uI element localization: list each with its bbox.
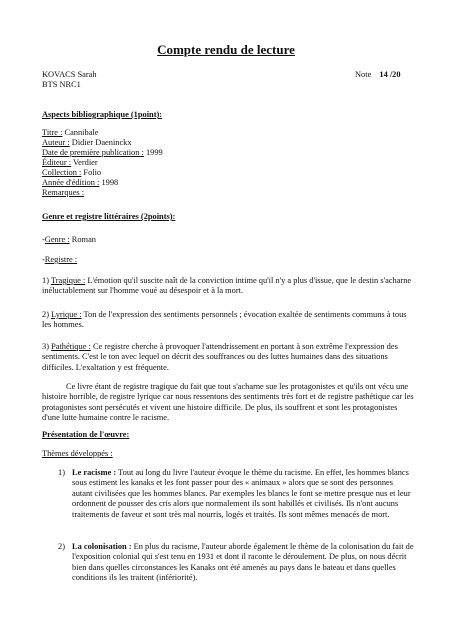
theme-item-colonisation: 2) La colonisation : En plus du racisme, l'auteur aborde également le thème de la colonisation du fait de l'exposition colonial qui s'est tenu en 1931 et dont il raconte le déroulement. De plus, on nous décrit bien dans quelles circonstances les Kanaks ont été amenés au pays dans le bateau et dans quelles conditions ils les traitent (infériorité). <box>58 542 414 583</box>
biblio-field-editor: Éditeur : Verdier <box>42 158 98 167</box>
student-class: BTS NRC1 <box>42 80 81 89</box>
themes-label: Thèmes développés : <box>42 449 113 458</box>
genre-heading: Genre et registre littéraires (2points): <box>42 212 176 221</box>
biblio-field-author: Auteur : Didier Daeninckx <box>42 138 132 147</box>
presentation-heading: Présentation de l'œuvre: <box>42 430 130 439</box>
biblio-field-date: Date de première publication : 1999 <box>42 148 163 157</box>
biblio-field-collection: Collection : Folio <box>42 168 102 177</box>
student-name: KOVACS Sarah <box>42 70 97 79</box>
biblio-heading: Aspects bibliographique (1point): <box>42 110 163 119</box>
biblio-field-title: Titre : Cannibale <box>42 128 99 137</box>
genre-line: -Genre : Roman <box>42 235 96 244</box>
registre-item-lyrique: 2) Lyrique : Ton de l'expression des sentiments personnels ; évocation exaltée de sentiments communs à tous les hommes. <box>42 310 407 330</box>
registre-summary: Ce livre étant de registre tragique du fait que tout s'acharne sue les protagonistes et qu'ils ont vécu une histoire horrible, de registre lyrique car nous ressentons des sentiments très fort et de registre pathétique car les protagonistes sont persécutés et vivent une histoire difficile. De plus, ils souffrent et sont les protagonistes d'une lutte humaine contre le racisme. <box>42 382 414 423</box>
grade <box>355 70 401 79</box>
biblio-field-edition-year: Année d'édition : 1998 <box>42 178 119 187</box>
registre-line: -Registre : <box>42 255 78 264</box>
grade-value: 14 /20 <box>379 70 401 79</box>
registre-item-tragique: 1) Tragique : L'émotion qu'il suscite naît de la conviction intime qu'il n'y a plus d'issue, que le destin s'acharne inéluctablement sur l'homme voué au désespoir et à la mort. <box>42 276 412 296</box>
grade-label: Note <box>355 70 372 79</box>
document-title: Compte rendu de lecture <box>157 42 295 57</box>
registre-item-pathetique: 3) Pathétique : Ce registre cherche à provoquer l'attendrissement en portant à son extrême l'expression des sentiments. C'est le ton avec lequel on décrit des souffrances ou des luttes humaines dans des situations difficiles. L'exaltation y est fréquente. <box>42 342 398 372</box>
biblio-field-remarks: Remarques : <box>42 188 85 197</box>
theme-item-racisme: 1) Le racisme : Tout au long du livre l'auteur évoque le thème du racisme. En effet, les hommes blancs sous estiment les kanaks et les font passer pour des « animaux » alors que se sont des personnes autant civilisées que les hommes blancs. Par exemples les blancs le font se mettre presque nus et leur ordonnent de pousser des cris alors que normalement ils sont habillés et civilisés. Ils n'ont aucuns traitements de faveur et sont très mal nourris, logés et traités. Ils sont mêmes menacés de mort. <box>58 468 411 519</box>
